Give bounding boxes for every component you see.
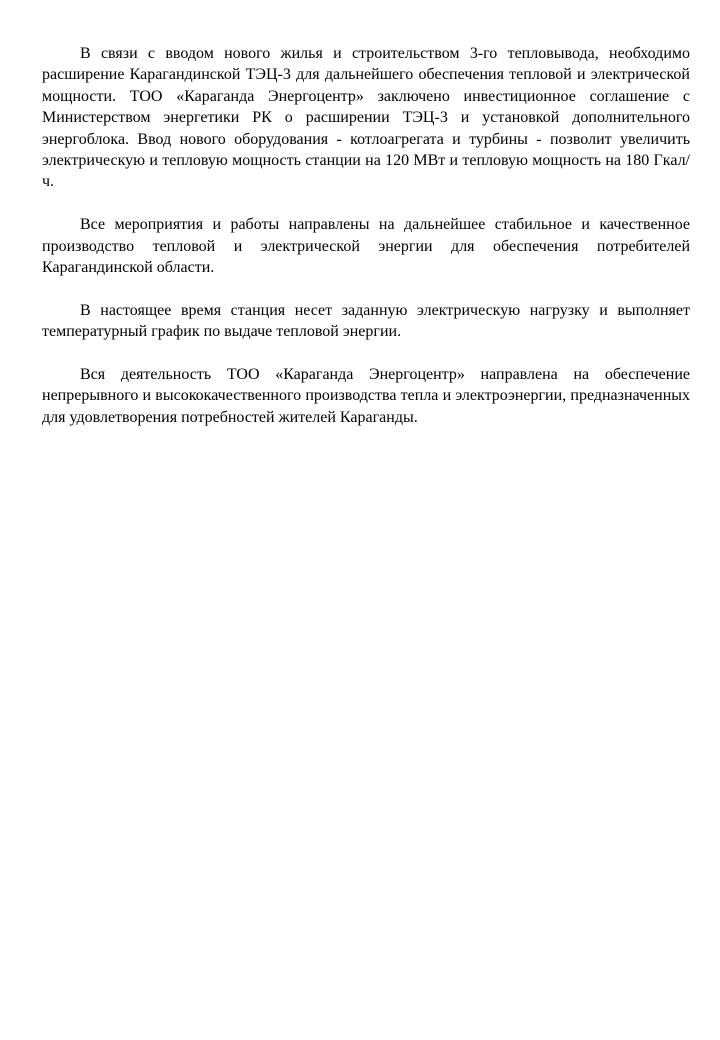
paragraph-4: Вся деятельность ТОО «Караганда Энергоцентр» направлена на обеспечение непрерывного и высококачественного производства тепла и электроэнергии, предназначенных для удовлетворения потребностей жителей Караганды. bbox=[42, 366, 690, 426]
paragraph-3: В настоящее время станция несет заданную электрическую нагрузку и выполняет температурный график по выдаче тепловой энергии. bbox=[42, 301, 690, 341]
paragraph-spacer bbox=[42, 343, 690, 364]
paragraph-2: Все мероприятия и работы направлены на дальнейшее стабильное и качественное производство тепловой и электрической энергии для обеспечения потребителей Карагандинской области. bbox=[42, 216, 690, 277]
paragraph-spacer bbox=[42, 278, 690, 299]
paragraph-spacer bbox=[42, 193, 690, 214]
document-body bbox=[42, 43, 690, 428]
paragraph-1: В связи с вводом нового жилья и строительством 3-го тепловывода, необходимо расширение Карагандинской ТЭЦ-3 для дальнейшего обеспечения тепловой и электрической мощности. ТОО «Караганда Энергоцентр» заключено инвестиционное соглашение с Министерством энергетики РК о расширении ТЭЦ-3 и установкой дополнительного энергоблока. Ввод нового оборудования - котлоагрегата и турбины - позволит увеличить электрическую и тепловую мощность станции на 120 МВт и тепловую мощность на 180 Гкал/ч. bbox=[42, 45, 690, 191]
